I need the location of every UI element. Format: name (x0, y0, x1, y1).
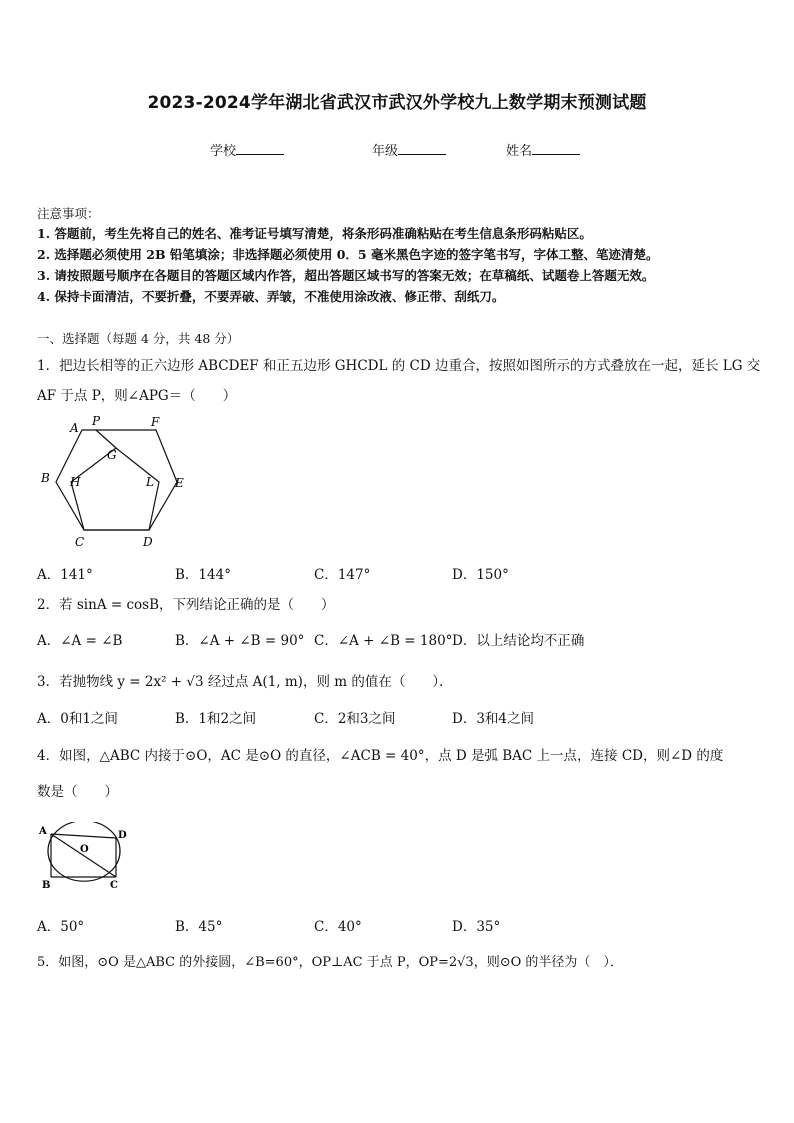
q4-option-d: D．35° (452, 919, 501, 935)
note-item: 2. 选择题必须使用 2B 铅笔填涂；非选择题必须使用 0．5 毫米黑色字迹的签字笔书写，字体工整、笔迹清楚。 (37, 247, 659, 262)
question-4-text-cont: 数是（ ） (37, 784, 118, 800)
grade-field: 年级 (372, 140, 446, 159)
q3-option-a: A．0和1之间 (37, 711, 118, 727)
question-1-text: 1．把边长相等的正六边形 ABCDEF 和正五边形 GHCDL 的 CD 边重合，按照如图所示的方式叠放在一起，延长 LG 交 (37, 358, 761, 374)
q4-option-a: A．50° (37, 919, 85, 935)
label-H: H (70, 475, 81, 489)
q2-option-c: C．∠A + ∠B = 180° (314, 633, 453, 649)
label-C: C (75, 535, 85, 549)
question-4-text: 4．如图，△ABC 内接于⊙O，AC 是⊙O 的直径，∠ACB = 40°，点 D 是弧 BAC 上一点，连接 CD，则∠D 的度 (37, 748, 724, 764)
hexagon-pentagon-figure (36, 412, 196, 552)
q1-option-d: D．150° (452, 567, 509, 583)
circle-figure (36, 822, 132, 892)
label-B: B (42, 880, 51, 891)
question-3-text: 3．若抛物线 y = 2x² + √3 经过点 A(1, m)，则 m 的值在（ ）． (37, 674, 453, 690)
question-5-text: 5．如图，⊙O 是△ABC 的外接圆，∠B=60°，OP⊥AC 于点 P，OP=2√3，则⊙O 的半径为（ ）． (37, 955, 623, 970)
question-2-text: 2．若 sinA = cosB，下列结论正确的是（ ） (37, 597, 335, 613)
section-heading: 一、选择题（每题 4 分，共 48 分） (37, 331, 240, 346)
q4-option-b: B．45° (175, 919, 223, 935)
q2-option-a: A．∠A = ∠B (37, 633, 123, 649)
q1-option-a: A．141° (37, 567, 93, 583)
label-L: L (146, 475, 154, 489)
label-C: C (110, 880, 118, 891)
q3-option-d: D．3和4之间 (452, 711, 535, 727)
note-item: 1. 答题前，考生先将自己的姓名、准考证号填写清楚，将条形码准确粘贴在考生信息条形码粘贴区。 (37, 226, 592, 241)
q4-option-c: C．40° (314, 919, 362, 935)
note-item: 3. 请按照题号顺序在各题目的答题区域内作答，超出答题区域书写的答案无效；在草稿纸、试题卷上答题无效。 (37, 268, 655, 283)
q3-option-c: C．2和3之间 (314, 711, 396, 727)
question-1-text-cont: AF 于点 P，则∠APG＝（ ） (37, 388, 237, 404)
label-E: E (175, 476, 184, 490)
note-item: 4. 保持卡面清洁，不要折叠，不要弄破、弄皱，不准使用涂改液、修正带、刮纸刀。 (37, 289, 505, 304)
label-F: F (151, 415, 160, 429)
notes-heading: 注意事项： (37, 206, 100, 221)
q3-option-b: B．1和2之间 (175, 711, 257, 727)
q2-option-d: D．以上结论均不正确 (452, 633, 585, 649)
label-D: D (118, 830, 127, 841)
label-G: G (107, 448, 117, 462)
page-title: 2023-2024学年湖北省武汉市武汉外学校九上数学期末预测试题 (147, 93, 647, 113)
extension-line (96, 430, 116, 448)
q1-option-b: B．144° (175, 567, 231, 583)
label-A: A (39, 826, 47, 837)
segment-ad (51, 834, 116, 838)
diameter-ac (51, 834, 116, 877)
name-field: 姓名 (506, 140, 580, 159)
label-D: D (143, 535, 153, 549)
school-field: 学校 (210, 140, 284, 159)
label-O: O (80, 844, 89, 855)
label-A: A (70, 421, 79, 435)
label-P: P (92, 414, 101, 428)
q2-option-b: B．∠A + ∠B = 90° (175, 633, 305, 649)
label-B: B (41, 471, 50, 485)
q1-option-c: C．147° (314, 567, 371, 583)
